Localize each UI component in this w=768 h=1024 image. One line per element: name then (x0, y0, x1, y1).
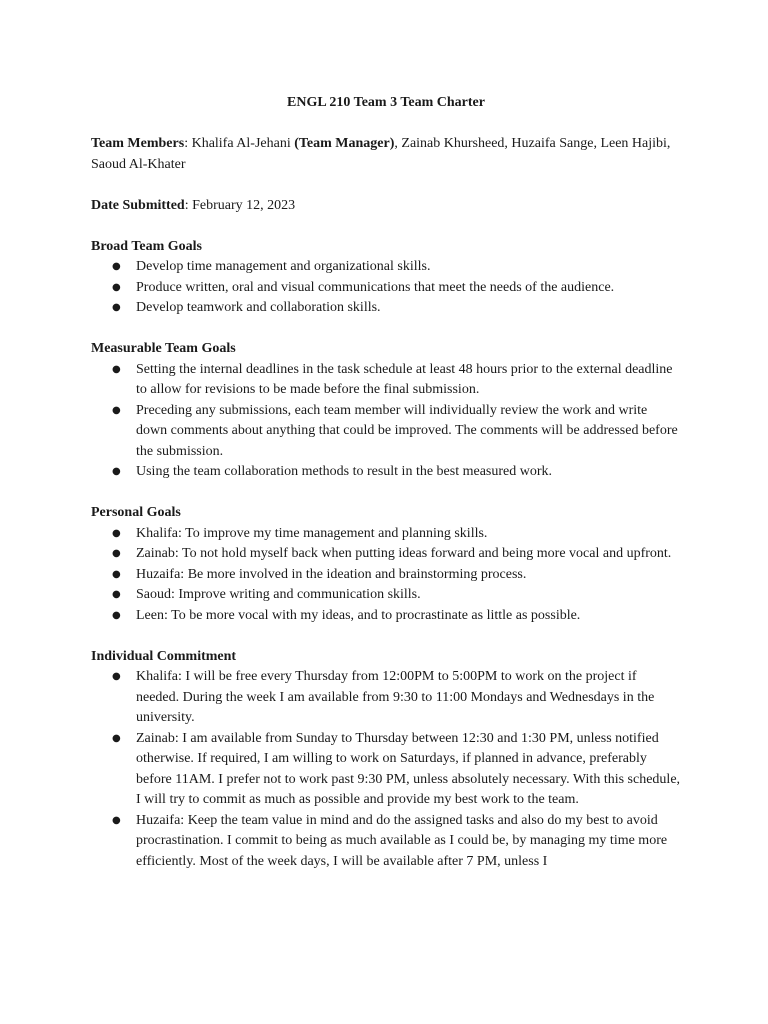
list-item (91, 462, 681, 483)
list-item-text: Produce written, oral and visual communications that meet the needs of the audience. (136, 279, 615, 295)
list-item (91, 360, 681, 401)
bullet-icon: ● (112, 527, 121, 539)
individual-commitment-heading: Individual Commitment (91, 648, 237, 664)
list-item (91, 667, 681, 729)
list-item-text: Develop time management and organizational skills. (136, 259, 431, 274)
bullet-icon: ● (112, 732, 121, 744)
bullet-icon: ● (112, 589, 121, 600)
team-manager-label: (Team Manager) (294, 136, 395, 151)
list-item-text: Using the team collaboration methods to result in the best measured work. (136, 464, 553, 479)
list-item (91, 257, 681, 278)
bullet-icon: ● (112, 814, 121, 826)
document-title: ENGL 210 Team 3 Team Charter (287, 95, 485, 110)
bullet-icon: ● (112, 363, 121, 375)
list-item (91, 606, 681, 627)
team-members-rest: , Zainab Khursheed, Huzaifa Sange, Leen Hajibi, Saoud Al-Khater (91, 136, 671, 172)
bullet-icon: ● (112, 261, 121, 272)
list-item (91, 544, 681, 565)
bullet-icon: ● (112, 671, 121, 682)
personal-goals-heading: Personal Goals (91, 505, 181, 520)
list-item (91, 278, 681, 299)
bullet-icon: ● (112, 302, 121, 313)
list-item-text: Zainab: To not hold myself back when putting ideas forward and being more vocal and upfront. (136, 546, 672, 561)
list-item-text: Develop teamwork and collaboration skills. (136, 300, 381, 315)
list-item (91, 401, 681, 463)
broad-goals-list (91, 257, 681, 319)
bullet-icon: ● (112, 568, 121, 580)
document-page (91, 93, 681, 872)
individual-commitment-list (91, 667, 681, 872)
list-item-text: Zainab: I am available from Sunday to Thursday between 12:30 and 1:30 PM, unless notified otherwise. If required, I am willing to work on Saturdays, if planned in advance, preferably before 11AM. I prefer not to work past 9:30 PM, unless absolutely necessary. With this schedule, I will try to commit as much as possible and provide my best work to the team. (136, 730, 681, 807)
list-item-text: Huzaifa: Be more involved in the ideation and brainstorming process. (136, 566, 527, 582)
measurable-goals-list (91, 360, 681, 483)
list-item (91, 524, 681, 545)
personal-goals-list (91, 524, 681, 627)
list-item-text: Khalifa: To improve my time management and planning skills. (136, 525, 488, 541)
date-submitted-value: : February 12, 2023 (184, 197, 296, 213)
list-item-text: Saoud: Improve writing and communication skills. (136, 587, 421, 602)
bullet-icon: ● (112, 609, 121, 621)
broad-goals-heading: Broad Team Goals (91, 238, 202, 254)
bullet-icon: ● (112, 281, 121, 293)
list-item-text: Leen: To be more vocal with my ideas, and to procrastinate as little as possible. (136, 607, 581, 623)
date-submitted-label: Date Submitted (91, 197, 185, 213)
list-item (91, 298, 681, 319)
list-item-text: Preceding any submissions, each team member will individually review the work and write down comments about anything that could be improved. The comments will be addressed before the submission. (136, 402, 678, 459)
bullet-icon: ● (112, 466, 121, 477)
list-item (91, 729, 681, 811)
list-item-text: Khalifa: I will be free every Thursday from 12:00PM to 5:00PM to work on the project if needed. During the week I am available from 9:30 to 11:00 Mondays and Wednesdays in the university. (136, 669, 655, 725)
team-members-first: : Khalifa Al-Jehani (184, 136, 295, 151)
list-item (91, 585, 681, 606)
measurable-goals-heading: Measurable Team Goals (91, 341, 236, 356)
team-members-paragraph (91, 134, 681, 175)
list-item (91, 565, 681, 586)
date-submitted-paragraph (91, 196, 681, 217)
bullet-icon: ● (112, 404, 121, 416)
list-item (91, 811, 681, 873)
list-item-text: Huzaifa: Keep the team value in mind and do the assigned tasks and also do my best to avoid procrastination. I commit to being as much available as I could be, by managing my time more efficiently. Most of the week days, I will be available after 7 PM, unless I (136, 812, 668, 869)
team-members-label: Team Members (91, 136, 185, 151)
bullet-icon: ● (112, 548, 121, 559)
list-item-text: Setting the internal deadlines in the task schedule at least 48 hours prior to the external deadline to allow for revisions to be made before the final submission. (136, 361, 673, 397)
